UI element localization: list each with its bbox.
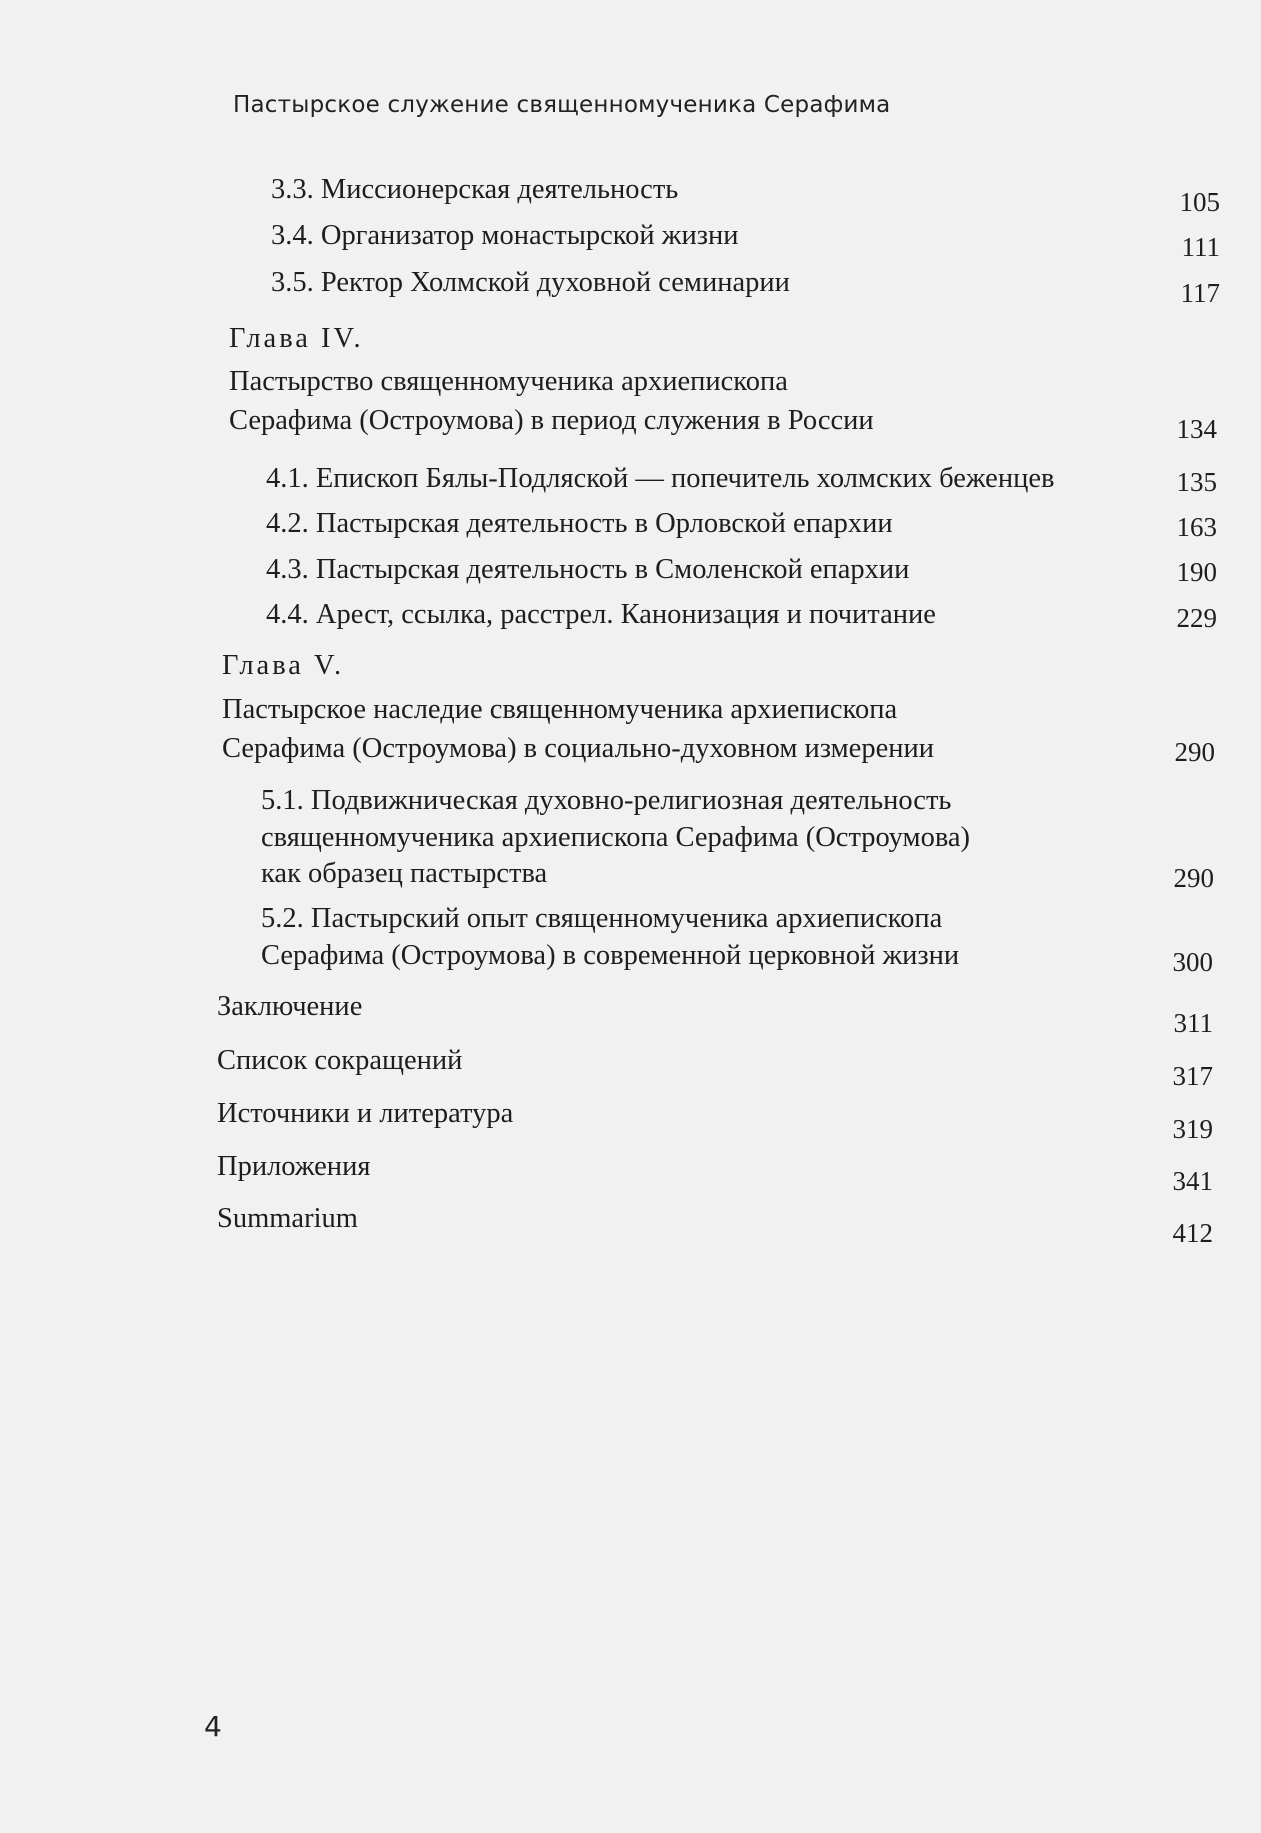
chapter-4-label: Глава IV. [229,323,364,354]
toc-page-3-3: 105 [1179,187,1220,217]
chapter-5-title-line1[interactable]: Пастырское наследие священномученика архиепископа [222,694,898,725]
toc-entry-3-3[interactable]: 3.3. Миссионерская деятельность [271,174,679,205]
toc-entry-conclusion[interactable]: Заключение [217,991,363,1022]
toc-page-appendices: 341 [1172,1166,1213,1196]
chapter-4-title-line2[interactable]: Серафима (Остроумова) в период служения в России [229,405,874,436]
toc-page-4-3: 190 [1176,557,1217,587]
toc-entry-5-1-line2[interactable]: священномученика архиепископа Серафима (Остроумова) [261,822,971,853]
toc-entry-3-5[interactable]: 3.5. Ректор Холмской духовной семинарии [271,267,790,298]
toc-entry-5-1-line1[interactable]: 5.1. Подвижническая духовно-религиозная деятельность [261,785,952,816]
toc-entry-4-2[interactable]: 4.2. Пастырская деятельность в Орловской епархии [266,508,893,539]
toc-page-ch4: 134 [1176,414,1217,444]
toc-entry-sources[interactable]: Источники и литература [217,1098,514,1129]
toc-entry-4-3[interactable]: 4.3. Пастырская деятельность в Смоленской епархии [266,554,910,585]
toc-entry-4-4[interactable]: 4.4. Арест, ссылка, расстрел. Канонизация и почитание [266,599,936,630]
toc-entry-4-1[interactable]: 4.1. Епископ Бялы-Подляской — попечитель холмских беженцев [266,463,1055,494]
toc-page-4-2: 163 [1176,512,1217,542]
toc-page-4-4: 229 [1176,603,1217,633]
toc-entry-5-1-line3[interactable]: как образец пастырства [261,858,548,889]
toc-page-summarium: 412 [1172,1218,1213,1248]
toc-page-conclusion: 311 [1173,1008,1213,1038]
toc-page-5-1: 290 [1173,863,1214,893]
page-number: 4 [204,1710,222,1743]
toc-entry-summarium[interactable]: Summarium [217,1203,358,1234]
chapter-5-title-line2[interactable]: Серафима (Остроумова) в социально-духовном измерении [222,733,934,764]
toc-entry-5-2-line1[interactable]: 5.2. Пастырский опыт священномученика архиепископа [261,903,943,934]
toc-entry-appendices[interactable]: Приложения [217,1151,371,1182]
toc-entry-abbreviations[interactable]: Список сокращений [217,1045,463,1076]
toc-entry-5-2-line2[interactable]: Серафима (Остроумова) в современной церковной жизни [261,940,960,971]
running-header: Пастырское служение священномученика Серафима [233,92,891,118]
toc-page-abbreviations: 317 [1172,1061,1213,1091]
chapter-4-title-line1[interactable]: Пастырство священномученика архиепископа [229,366,788,397]
chapter-5-label: Глава V. [222,650,345,681]
toc-page-4-1: 135 [1176,467,1217,497]
toc-page-ch5: 290 [1174,737,1215,767]
toc-page-sources: 319 [1172,1114,1213,1144]
toc-page-3-5: 117 [1180,278,1220,308]
toc-entry-3-4[interactable]: 3.4. Организатор монастырской жизни [271,220,739,251]
toc-page-5-2: 300 [1172,947,1213,977]
toc-page-3-4: 111 [1181,232,1220,262]
